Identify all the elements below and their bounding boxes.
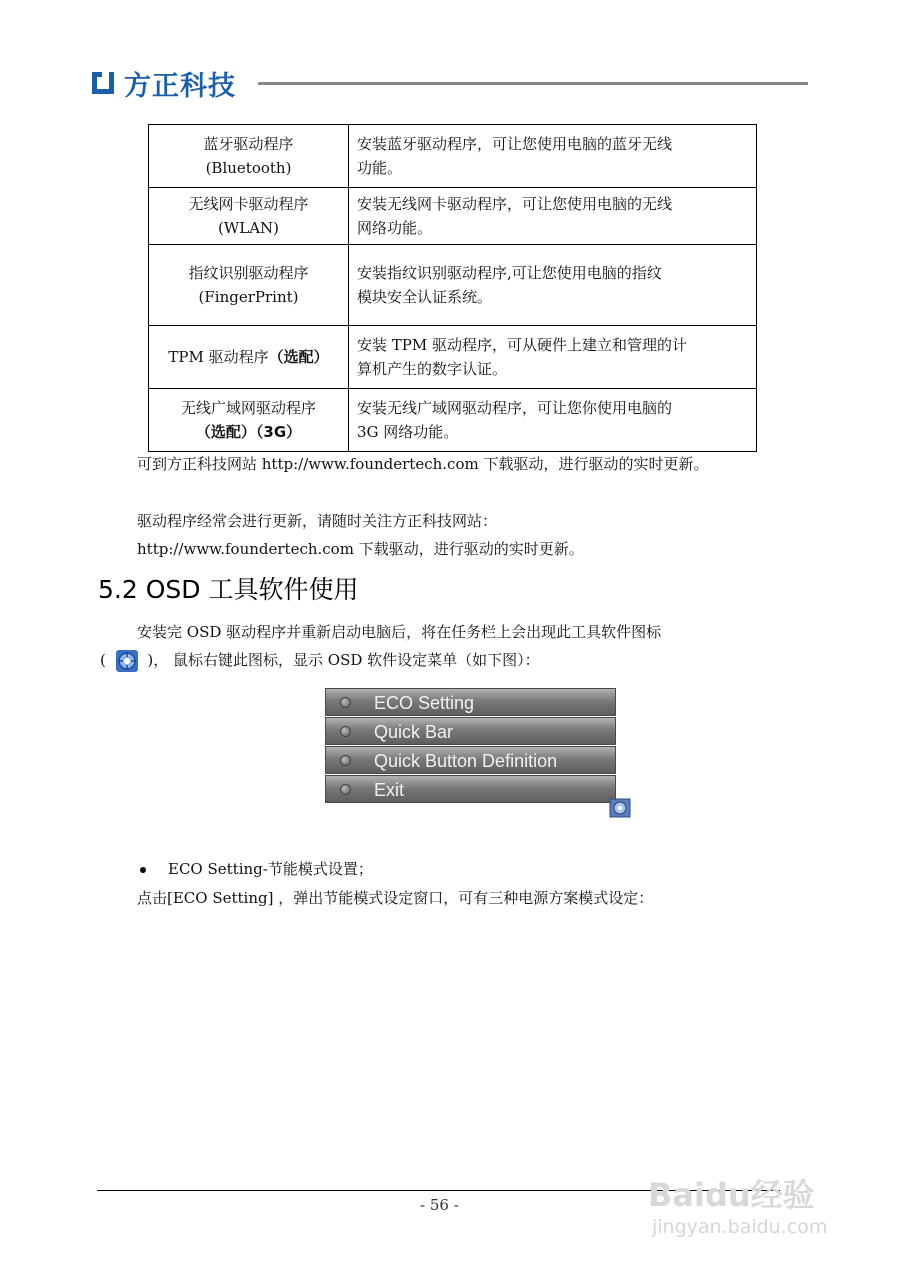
table-row: [149, 326, 757, 389]
header-divider: [258, 82, 808, 85]
driver-desc: 算机产生的数字认证。: [357, 360, 508, 378]
eco-bullet-text: ECO Setting-节能模式设置；: [168, 860, 373, 878]
driver-name-en: (Bluetooth): [205, 159, 292, 177]
table-row: [149, 125, 757, 188]
driver-desc: 功能。: [357, 159, 403, 177]
radio-dot-icon: [340, 755, 351, 766]
driver-name: 指纹识别驱动程序: [188, 264, 309, 282]
menu-item-quick-bar[interactable]: [325, 717, 616, 745]
driver-desc: 3G 网络功能。: [357, 423, 459, 441]
driver-desc: 模块安全认证系统。: [357, 288, 493, 306]
page-number: - 56 -: [420, 1196, 459, 1214]
eco-description: 点击[ECO Setting] ，弹出节能模式设定窗口，可有三种电源方案模式设定：: [137, 889, 654, 907]
optional-tag: （选配）（3G）: [195, 423, 302, 441]
driver-table: [148, 124, 757, 452]
driver-name-en: (FingerPrint): [198, 288, 299, 306]
driver-desc: 安装蓝牙驱动程序，可让您使用电脑的蓝牙无线: [357, 135, 673, 153]
driver-desc: 网络功能。: [357, 219, 433, 237]
watermark-url: jingyan.baidu.com: [652, 1216, 828, 1238]
menu-item-exit[interactable]: [325, 775, 616, 803]
founder-logo-mark-icon: [92, 70, 118, 96]
driver-desc: 安装指纹识别驱动程序,可让您使用电脑的指纹: [357, 264, 662, 282]
driver-desc: 安装 TPM 驱动程序，可从硬件上建立和管理的计: [357, 336, 687, 354]
driver-name: TPM 驱动程序: [168, 348, 269, 366]
section-title: 5.2 OSD 工具软件使用: [98, 575, 359, 604]
driver-desc: 安装无线广域网驱动程序，可让您你使用电脑的: [357, 399, 673, 417]
optional-tag: （选配）: [268, 348, 329, 366]
founder-logo: [92, 66, 236, 100]
tray-osd-icon[interactable]: [609, 798, 631, 818]
table-row: [149, 188, 757, 245]
driver-desc: 安装无线网卡驱动程序，可让您使用电脑的无线: [357, 195, 673, 213]
driver-name: 无线广域网驱动程序: [180, 399, 316, 417]
eco-bullet: [140, 857, 373, 881]
driver-name: 无线网卡驱动程序: [188, 195, 309, 213]
menu-item-label: Quick Button Definition: [374, 751, 558, 771]
watermark-brand: Baidu经验: [648, 1176, 815, 1214]
update-note: 驱动程序经常会进行更新，请随时关注方正科技网站：: [137, 512, 498, 530]
table-row: [149, 389, 757, 452]
osd-intro-rest: )， 鼠标右键此图标，显示 OSD 软件设定菜单（如下图）：: [147, 651, 540, 669]
paren-open: (: [100, 651, 106, 669]
osd-app-icon: [115, 649, 139, 673]
bullet-icon: [140, 867, 146, 873]
osd-context-menu: [325, 688, 616, 804]
table-row: [149, 245, 757, 326]
driver-name: 蓝牙驱动程序: [203, 135, 294, 153]
logo-text: 方正科技: [124, 70, 236, 102]
download-note: 可到方正科技网站 http://www.foundertech.com 下载驱动，进行驱动的实时更新。: [137, 455, 709, 473]
radio-dot-icon: [340, 726, 351, 737]
menu-item-label: Exit: [374, 780, 405, 800]
baidu-watermark: [648, 1170, 858, 1250]
driver-name-en: (WLAN): [217, 219, 280, 237]
menu-item-quick-button-definition[interactable]: [325, 746, 616, 774]
update-url-note: http://www.foundertech.com 下载驱动，进行驱动的实时更新。: [137, 540, 584, 558]
radio-dot-icon: [340, 697, 351, 708]
menu-item-label: ECO Setting: [374, 693, 475, 713]
menu-item-eco-setting[interactable]: [325, 688, 616, 716]
radio-dot-icon: [340, 784, 351, 795]
osd-intro-line2: [100, 647, 540, 673]
osd-intro: 安装完 OSD 驱动程序并重新启动电脑后，将在任务栏上会出现此工具软件图标: [137, 623, 662, 641]
menu-item-label: Quick Bar: [374, 722, 454, 742]
